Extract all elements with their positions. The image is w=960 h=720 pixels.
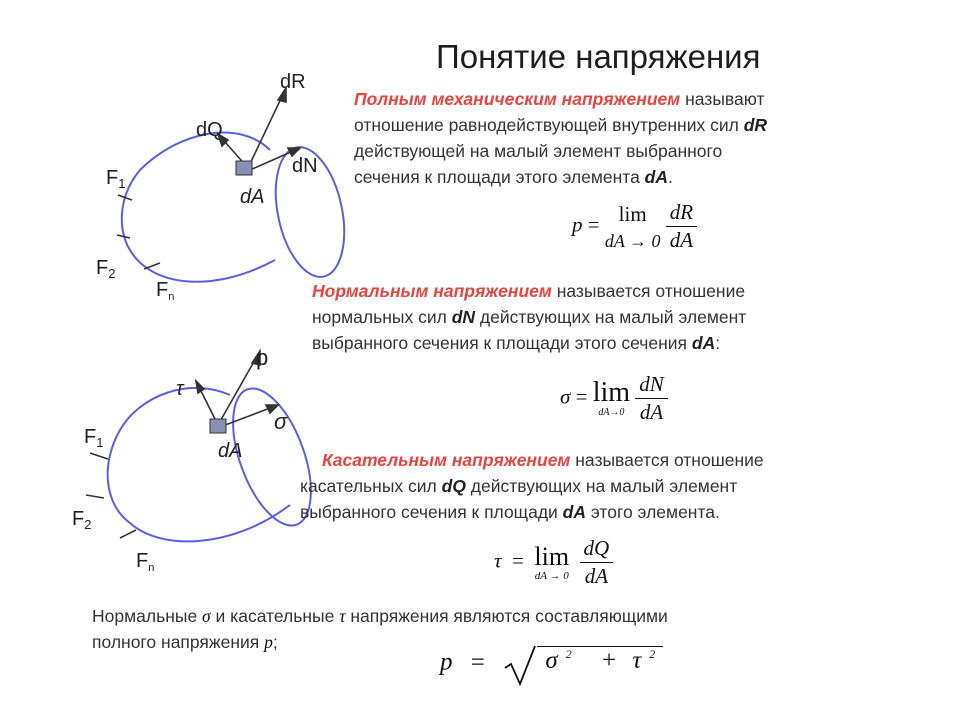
paragraph-total-stress: Нормальные σ и касательные τ напряжения являются составляющими полного напряжения p; [92, 606, 668, 652]
tau-label: τ [176, 378, 184, 400]
Fn-label: $F_n$ [136, 550, 155, 574]
paragraph-shear-stress: Касательным напряжением называется отношение касательных сил dQ действующих на малый элемент выбранного сечения к площади dA этого элемента. [300, 450, 764, 522]
formula-normal-stress: σ = lim dA→0 $\frac{dN}{dA}$ [560, 372, 668, 425]
F1-label: $F_1$ [106, 167, 126, 191]
Fn-label: $F_n$ [156, 279, 175, 303]
page-title: Понятие напряжения [436, 38, 761, 75]
dQ-label: dQ [196, 119, 223, 141]
p-label: p [256, 345, 269, 370]
formula-shear-stress: τ = lim dA → 0 $\frac{dQ}{dA}$ [494, 536, 613, 589]
area-element [210, 419, 226, 433]
F1-label: $F_1$ [84, 426, 104, 450]
body-diagram-1 [70, 60, 350, 320]
term-normal-stress: Нормальным напряжением [312, 281, 552, 301]
F2-label: $F_2$ [96, 257, 116, 281]
paragraph-normal-stress: Нормальным напряжением называется отношение нормальных сил dN действующих на малый элемент выбранного сечения к площади этого сечения dA: [312, 281, 747, 353]
formula-full-stress: p = lim dA → 0 $\frac{dR}{dA}$ [572, 200, 697, 253]
dA-label: dA [218, 440, 243, 462]
sigma-label: σ [274, 409, 288, 434]
sqrt-sign [503, 642, 537, 686]
paragraph-full-stress: Полным механическим напряжением называют отношение равнодействующей внутренних сил dR действующей на малый элемент выбранного сечения к площади этого элемента dA. [354, 89, 768, 187]
dN-label: dN [292, 155, 318, 177]
dR-label: dR [280, 71, 306, 93]
formula-total-stress: p = σ $^2$ + τ $^2$ [440, 642, 663, 690]
F2-label: $F_2$ [72, 508, 92, 532]
term-shear-stress: Касательным напряжением [322, 450, 571, 470]
dA-label: dA [240, 186, 265, 208]
term-full-stress: Полным механическим напряжением [354, 89, 681, 109]
area-element [236, 161, 252, 175]
